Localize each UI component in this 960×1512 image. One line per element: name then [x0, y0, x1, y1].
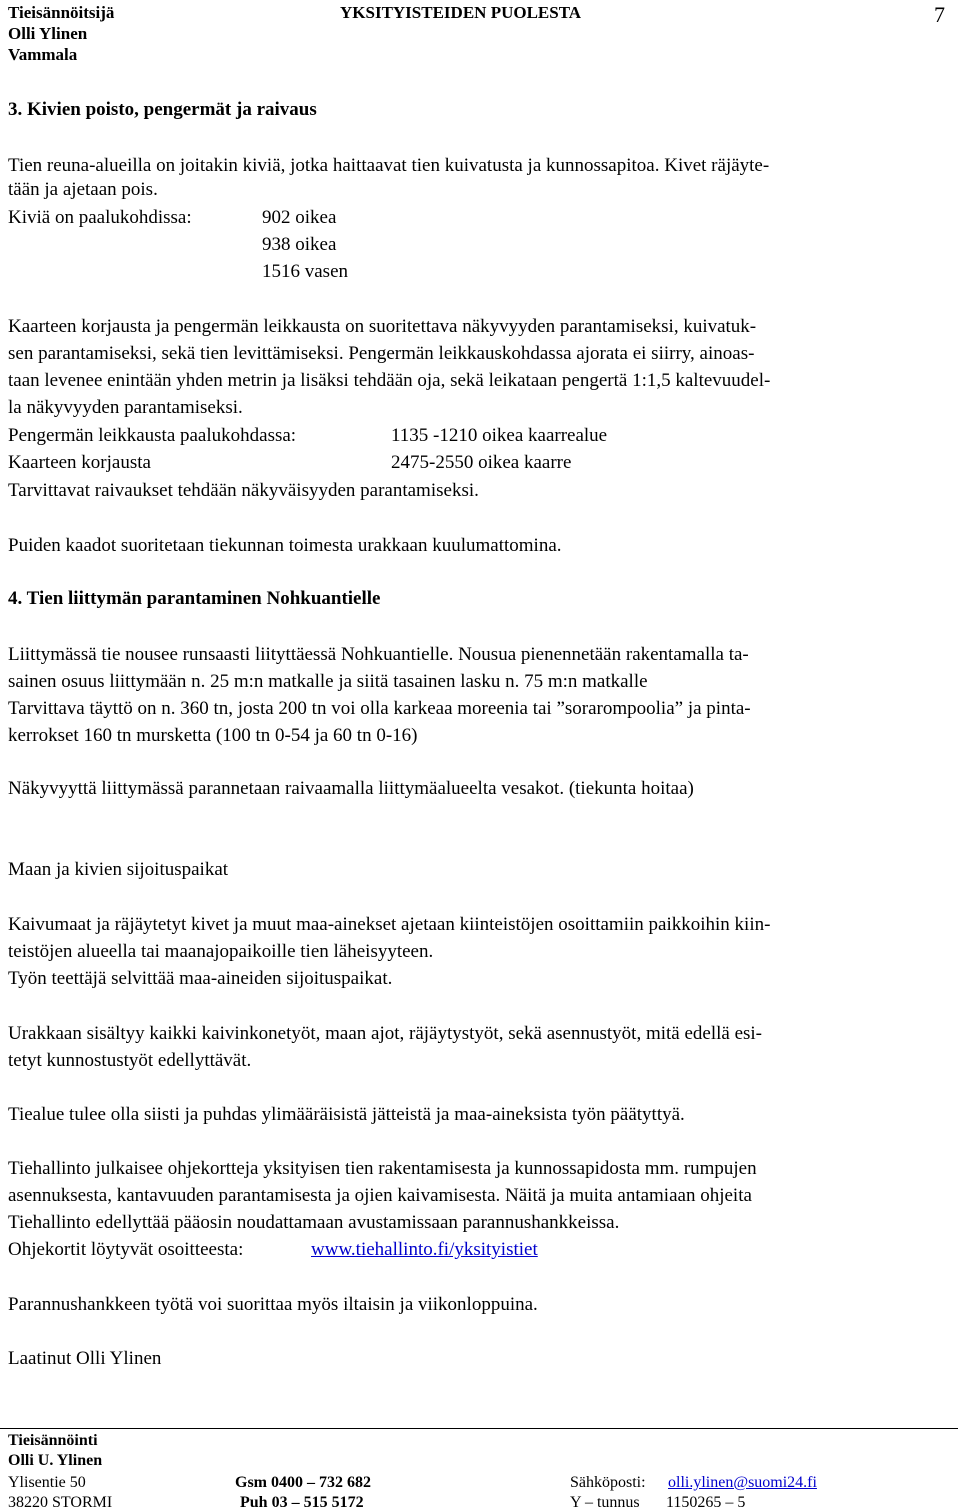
section3-paragraph: Puiden kaadot suoritetaan tiekunnan toimesta urakkaan kuulumattomina. — [8, 535, 562, 556]
footer-ytunnus: 1150265 – 5 — [666, 1494, 746, 1511]
footer-phone: Puh 03 – 515 5172 — [240, 1494, 364, 1511]
section5-paragraph: Tiehallinto julkaisee ohjekortteja yksityisen tien rakentamisesta ja kunnossapidosta mm. rumpujen — [8, 1158, 757, 1179]
section4-paragraph: Näkyvyyttä liittymässä parannetaan raivaamalla liittymäalueelta vesakot. (tiekunta hoitaa) — [8, 778, 694, 799]
footer-name: Olli U. Ylinen — [8, 1452, 103, 1469]
section5-heading: Maan ja kivien sijoituspaikat — [8, 859, 229, 880]
footer-gsm: Gsm 0400 – 732 682 — [235, 1474, 371, 1491]
page-number: 7 — [934, 2, 945, 27]
section4-paragraph: sainen osuus liittymään n. 25 m:n matkalle ja siitä tasainen lasku n. 75 m:n matkalle — [8, 671, 648, 692]
station-item: 938 oikea — [262, 234, 337, 255]
section3-paragraph: sen parantamiseksi, sekä tien levittämiseksi. Pengermän leikkauskohdassa ajorata ei siirry, ainoas- — [8, 343, 755, 364]
section3-paragraph: tään ja ajetaan pois. — [8, 179, 158, 200]
section4-paragraph: kerrokset 160 tn mursketta (100 tn 0-54 ja 60 tn 0-16) — [8, 725, 418, 746]
section5-paragraph: Kaivumaat ja räjäytetyt kivet ja muut maa-ainekset ajetaan kiinteistöjen osoittamiin paikkoihin kiin- — [8, 914, 771, 935]
section4-paragraph: Liittymässä tie nousee runsaasti liityttäessä Nohkuantielle. Nousua pienennetään rakentamalla ta- — [8, 644, 749, 665]
footer-email-label: Sähköposti: — [570, 1474, 646, 1491]
section3-paragraph: Kaarteen korjausta ja pengermän leikkausta on suoritettava näkyvyyden parantamiseksi, kuivatuk- — [8, 316, 757, 337]
header-title: YKSITYISTEIDEN PUOLESTA — [340, 3, 582, 22]
footer-street: Ylisentie 50 — [8, 1474, 86, 1491]
section5-paragraph: asennuksesta, kantavuuden parantamisesta ja ojien kaivamisesta. Näitä ja muita antamiaan ohjeita — [8, 1185, 752, 1206]
tiehallinto-link[interactable]: www.tiehallinto.fi/yksityistiet — [311, 1239, 538, 1260]
cut-value: 1135 -1210 oikea kaarrealue — [391, 425, 608, 446]
station-item: 902 oikea — [262, 207, 337, 228]
section3-paragraph: Tien reuna-alueilla on joitakin kiviä, jotka haittaavat tien kuivatusta ja kunnossapitoa. Kivet räjäyte- — [8, 155, 770, 176]
header-name: Olli Ylinen — [8, 24, 88, 43]
header-org: Tieisännöitsijä — [8, 3, 115, 22]
section5-paragraph: Ohjekortit löytyvät osoitteesta: — [8, 1239, 244, 1260]
section4-paragraph: Tarvittava täyttö on n. 360 tn, josta 200 tn voi olla karkeaa moreenia tai ”sorarompoolia” ja pinta- — [8, 698, 751, 719]
section5-paragraph: Tiealue tulee olla siisti ja puhdas ylimääräisistä jätteistä ja maa-aineksista työn päätyttyä. — [8, 1104, 685, 1125]
section5-paragraph: Työn teettäjä selvittää maa-aineiden sijoituspaikat. — [8, 968, 393, 989]
footer-postal: 38220 STORMI — [8, 1494, 113, 1511]
footer-org: Tieisännöinti — [8, 1432, 98, 1449]
signature: Laatinut Olli Ylinen — [8, 1348, 162, 1369]
section3-heading: 3. Kivien poisto, pengermät ja raivaus — [8, 99, 317, 120]
section3-paragraph: Tarvittavat raivaukset tehdään näkyväisyyden parantamiseksi. — [8, 480, 479, 501]
header-city: Vammala — [8, 45, 78, 64]
section5-paragraph: teistöjen alueella tai maanajopaikoille tien läheisyyteen. — [8, 941, 434, 962]
curve-label: Kaarteen korjausta — [8, 452, 151, 473]
section3-paragraph: la näkyvyyden parantamiseksi. — [8, 397, 243, 418]
section5-paragraph: tetyt kunnostustyöt edellyttävät. — [8, 1050, 252, 1071]
cut-label: Pengermän leikkausta paalukohdassa: — [8, 425, 297, 446]
section3-paragraph: taan levenee enintään yhden metrin ja lisäksi tehdään oja, sekä leikataan pengertä 1:1,5 kaltevuudel- — [8, 370, 771, 391]
footer-ytunnus-label: Y – tunnus — [570, 1494, 640, 1511]
curve-value: 2475-2550 oikea kaarre — [391, 452, 572, 473]
section5-paragraph: Parannushankkeen työtä voi suorittaa myös iltaisin ja viikonloppuina. — [8, 1294, 538, 1315]
footer-divider — [0, 1428, 958, 1429]
section4-heading: 4. Tien liittymän parantaminen Nohkuantielle — [8, 588, 381, 609]
stations-label: Kiviä on paalukohdissa: — [8, 207, 192, 228]
station-item: 1516 vasen — [262, 261, 349, 282]
section5-paragraph: Urakkaan sisältyy kaikki kaivinkonetyöt, maan ajot, räjäytystyöt, sekä asennustyöt, mitä edellä esi- — [8, 1023, 762, 1044]
section5-paragraph: Tiehallinto edellyttää pääosin noudattamaan avustamissaan parannushankkeissa. — [8, 1212, 620, 1233]
footer-email-link[interactable]: olli.ylinen@suomi24.fi — [668, 1474, 817, 1491]
